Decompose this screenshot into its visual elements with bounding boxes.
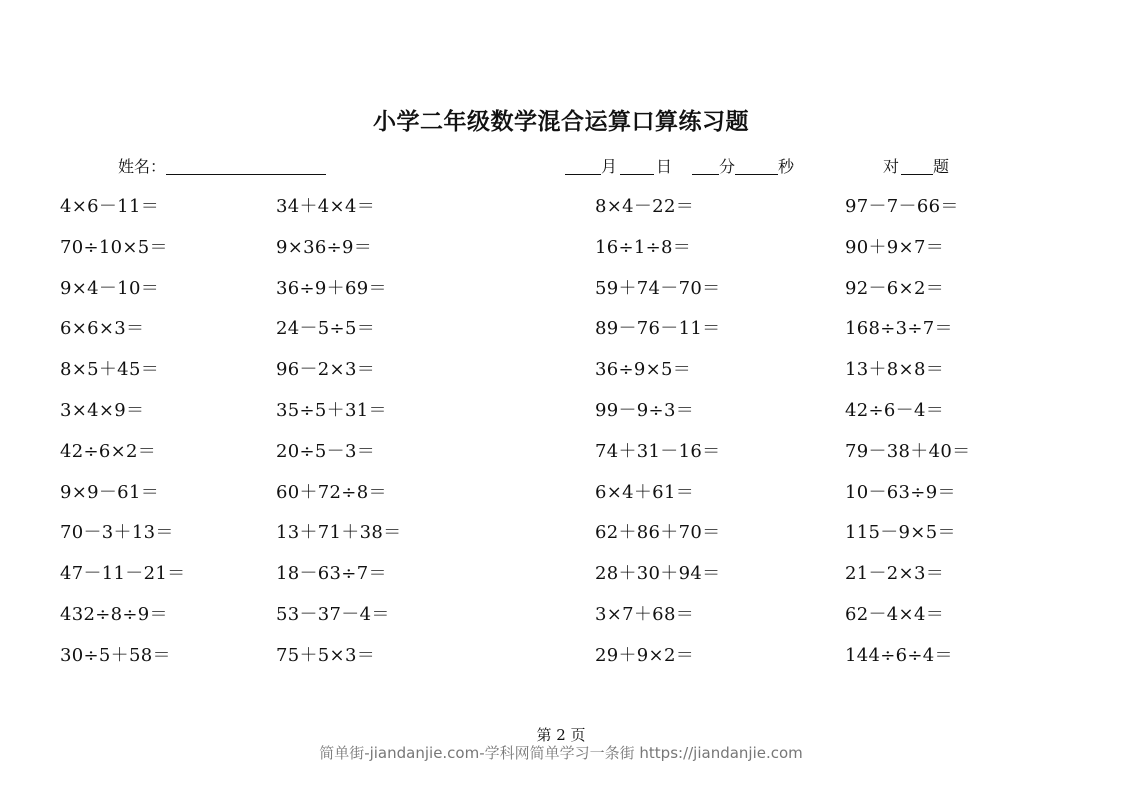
problem: 13＋71＋38＝	[276, 522, 402, 544]
day-label: 日	[656, 157, 673, 176]
problem: 96－2×3＝	[276, 359, 375, 381]
name-field	[118, 154, 326, 177]
problem: 16÷1÷8＝	[595, 236, 692, 258]
page-number: 第 2 页	[536, 726, 586, 744]
problem: 21－2×3＝	[845, 563, 944, 585]
problem: 6×6×3＝	[60, 318, 145, 340]
worksheet-title: 小学二年级数学混合运算口算练习题	[373, 108, 749, 135]
problem: 42÷6－4＝	[845, 399, 944, 421]
problem: 20÷5－3＝	[276, 440, 375, 462]
problem: 24－5÷5＝	[276, 318, 375, 340]
minute-label: 分	[719, 157, 736, 176]
problem: 47－11－21＝	[60, 563, 186, 585]
problem-column-4	[845, 196, 970, 686]
score-blank	[901, 156, 933, 175]
footer-watermark: 简单街-jiandanjie.com-学科网简单学习一条街 https://jiandanjie.com	[319, 744, 803, 762]
problem: 53－37－4＝	[276, 603, 390, 625]
problem: 3×4×9＝	[60, 399, 145, 421]
problem: 6×4＋61＝	[595, 481, 694, 503]
problem: 29＋9×2＝	[595, 644, 694, 666]
questions-label: 题	[933, 157, 950, 176]
problem-column-3	[595, 196, 720, 686]
problem: 28＋30＋94＝	[595, 563, 721, 585]
problem: 9×9－61＝	[60, 481, 159, 503]
problem: 59＋74－70＝	[595, 277, 721, 299]
problem: 92－6×2＝	[845, 277, 944, 299]
second-label: 秒	[778, 157, 795, 176]
minute-blank	[692, 156, 719, 175]
name-label: 姓名：	[118, 157, 167, 176]
problem: 8×4－22＝	[595, 196, 694, 217]
problem: 3×7＋68＝	[595, 603, 694, 625]
problem: 97－7－66＝	[845, 196, 959, 217]
problem: 35÷5＋31＝	[276, 399, 387, 421]
problem: 18－63÷7＝	[276, 563, 387, 585]
problem: 89－76－11＝	[595, 318, 721, 340]
day-blank	[620, 156, 654, 175]
problem: 36÷9＋69＝	[276, 277, 387, 299]
second-blank	[735, 156, 778, 175]
problem: 34＋4×4＝	[276, 196, 375, 217]
month-label: 月	[601, 157, 618, 176]
problem: 8×5＋45＝	[60, 359, 159, 381]
time-field	[565, 154, 794, 177]
problem: 74＋31－16＝	[595, 440, 721, 462]
correct-label: 对	[883, 157, 900, 176]
problem: 115－9×5＝	[845, 522, 956, 544]
problem: 42÷6×2＝	[60, 440, 157, 462]
problem: 9×36÷9＝	[276, 236, 373, 258]
problem-column-2	[276, 196, 401, 686]
problem: 432÷8÷9＝	[60, 603, 168, 625]
problem: 144÷6÷4＝	[845, 644, 953, 666]
problem: 99－9÷3＝	[595, 399, 694, 421]
problem: 4×6－11＝	[60, 196, 159, 217]
problem: 70÷10×5＝	[60, 236, 168, 258]
problem: 36÷9×5＝	[595, 359, 692, 381]
problem: 70－3＋13＝	[60, 522, 174, 544]
problem: 62－4×4＝	[845, 603, 944, 625]
month-blank	[565, 156, 601, 175]
problem: 60＋72÷8＝	[276, 481, 387, 503]
name-blank	[166, 156, 326, 175]
problem: 30÷5＋58＝	[60, 644, 171, 666]
problem-column-1	[60, 196, 185, 686]
problem: 90＋9×7＝	[845, 236, 944, 258]
problem: 62＋86＋70＝	[595, 522, 721, 544]
problem: 10－63÷9＝	[845, 481, 956, 503]
problem: 75＋5×3＝	[276, 644, 375, 666]
problem: 13＋8×8＝	[845, 359, 944, 381]
problem: 168÷3÷7＝	[845, 318, 953, 340]
score-field	[883, 154, 949, 177]
problem: 9×4－10＝	[60, 277, 159, 299]
problem: 79－38＋40＝	[845, 440, 971, 462]
